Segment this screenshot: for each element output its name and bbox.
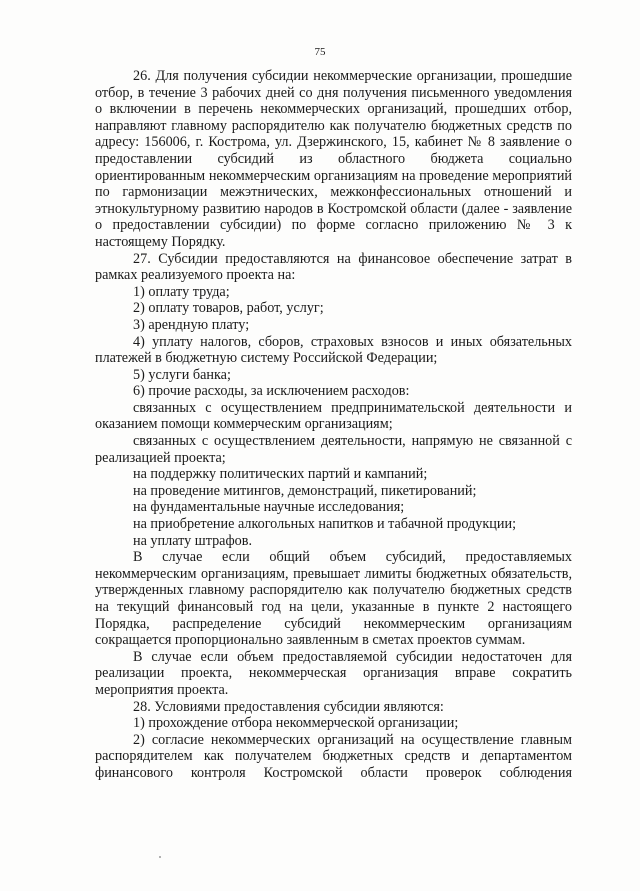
paragraph-26: 26. Для получения субсидии некоммерческие организации, прошедшие отбор, в течение 3 рабочих дней со дня получения письменного уведомления о включении в перечень некоммерческих организаций, прошедших отбор, направляют главному распорядителю как получателю бюджетных средств по адресу: 156006, г. Кострома, ул. Дзержинского, 15, кабинет № 8 заявление о предоставлении субсидий из областного бюджета социально ориентированным некоммерческим организациям на проведение мероприятий по гармонизации межэтнических, межконфессиональных отношений и этнокультурному развитию народов в Костромской области (далее - заявление о предоставлении субсидии) по форме согласно приложению № 3 к настоящему Порядку.: [95, 68, 572, 250]
sub-item: связанных с осуществлением деятельности, напрямую не связанной с реализацией проекта;: [95, 433, 572, 466]
list-item: 3) арендную плату;: [133, 316, 250, 333]
sub-item: на уплату штрафов.: [133, 532, 253, 549]
document-body: [95, 68, 572, 782]
list-item: 5) услуги банка;: [133, 366, 231, 383]
list-item: 1) оплату труда;: [133, 283, 230, 300]
list-item: 6) прочие расходы, за исключением расходов:: [133, 383, 410, 400]
sub-item: на приобретение алкогольных напитков и табачной продукции;: [133, 516, 517, 533]
list-item: 4) уплату налогов, сборов, страховых взносов и иных обязательных платежей в бюджетную систему Российской Федерации;: [95, 333, 572, 367]
sub-item: связанных с осуществлением предпринимательской деятельности и оказанием помощи коммерческим организациям;: [95, 399, 572, 433]
paragraph-limits: В случае если общий объем субсидий, предоставляемых некоммерческим организациям, превышает лимиты бюджетных обязательств, утвержденных главному распорядителю как получателю бюджетных средств на текущий финансовый год на цели, указанные в пункте 2 настоящего Порядка, распределение субсидий некоммерческим организациям сокращается пропорционально заявленным в сметах проектов суммам.: [95, 549, 572, 649]
sub-item: на поддержку политических партий и кампаний;: [133, 466, 428, 483]
scan-speck: [159, 856, 161, 858]
paragraph-insufficient: В случае если объем предоставляемой субсидии недостаточен для реализации проекта, некоммерческая организация вправе сократить мероприятия проекта.: [95, 648, 572, 698]
paragraph-27: 27. Субсидии предоставляются на финансовое обеспечение затрат в рамках реализуемого проекта на:: [95, 250, 572, 284]
page-number: 75: [314, 46, 326, 58]
list-item: 2) согласие некоммерческих организаций на осуществление главным распорядителем как получателем бюджетных средств и департаментом финансового контроля Костромской области проверок соблюдения: [95, 731, 572, 781]
paragraph-28: 28. Условиями предоставления субсидии являются:: [133, 698, 444, 715]
list-item: 1) прохождение отбора некоммерческой организации;: [133, 715, 459, 732]
list-item: 2) оплату товаров, работ, услуг;: [133, 300, 324, 317]
sub-item: на проведение митингов, демонстраций, пикетирований;: [133, 482, 477, 499]
sub-item: на фундаментальные научные исследования;: [133, 499, 405, 516]
